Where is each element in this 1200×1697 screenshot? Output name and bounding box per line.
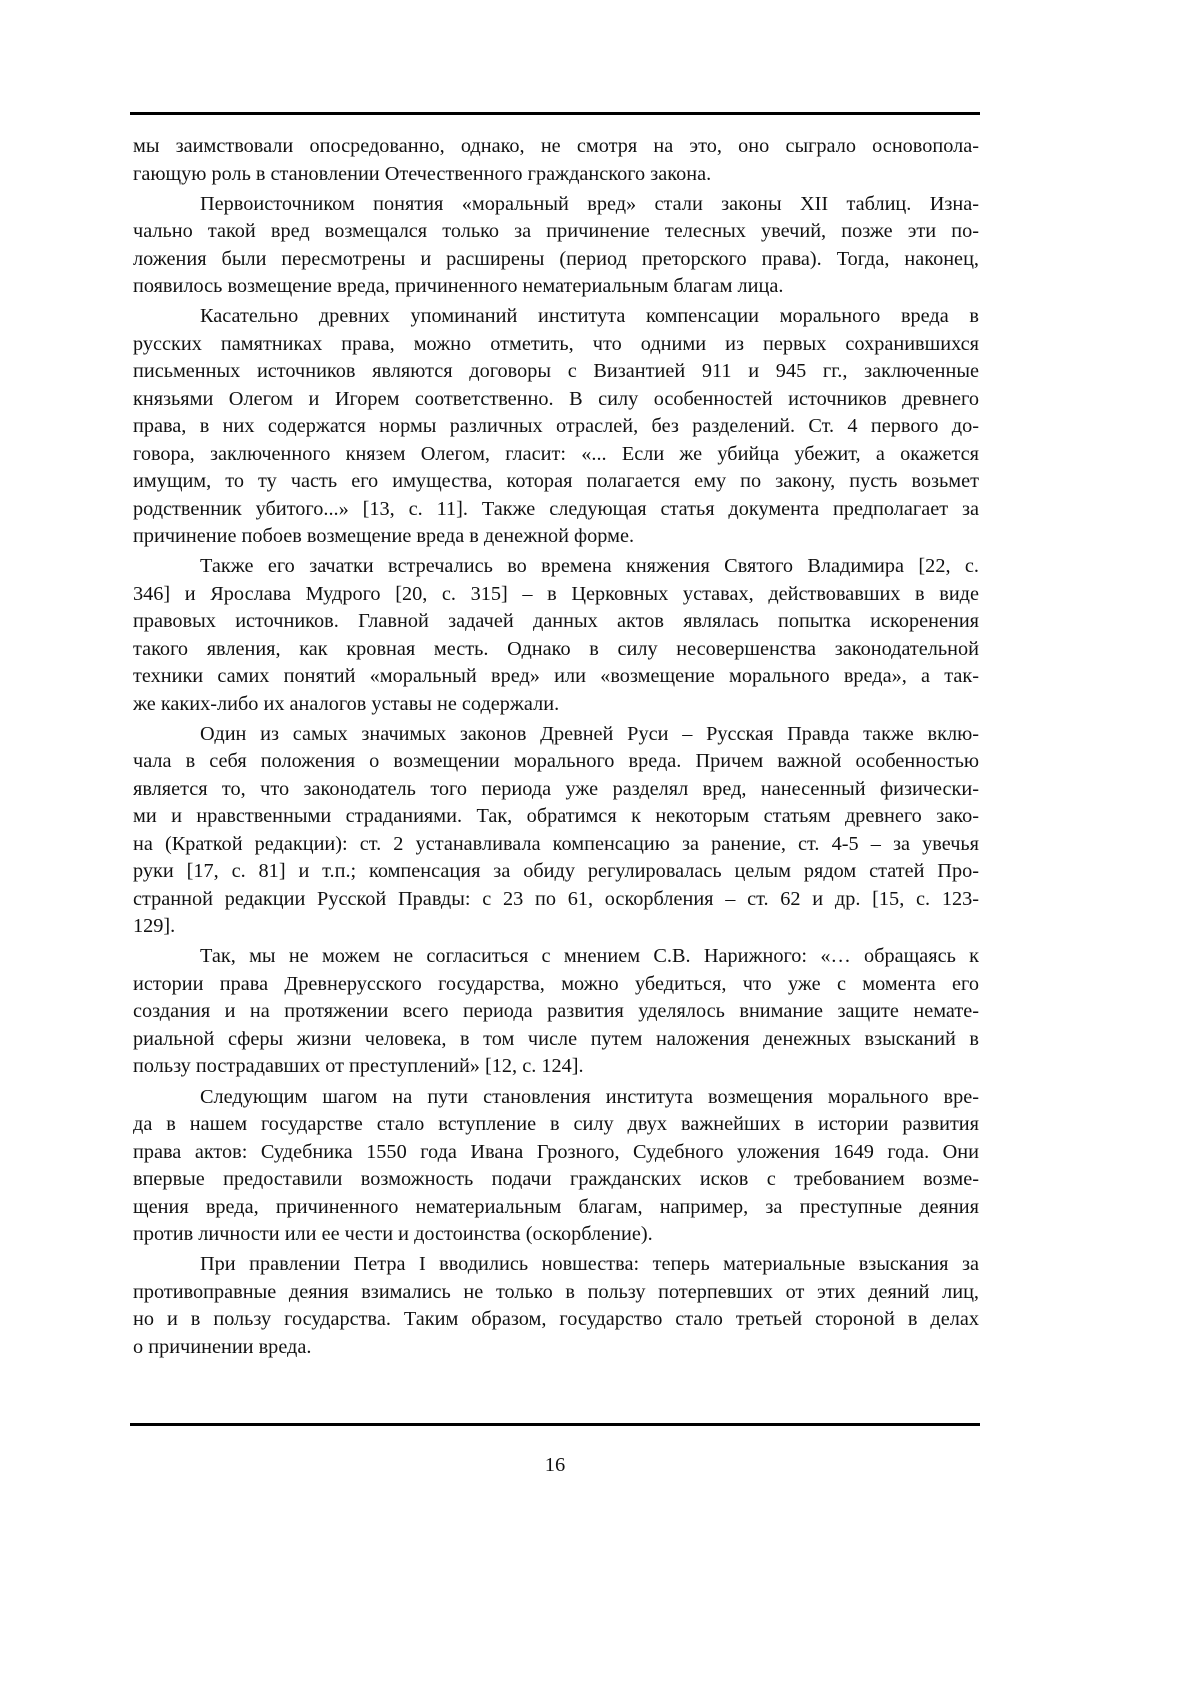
text-line: говора, заключенного князем Олегом, гласит: «... Если же убийца убежит, а окажется (133, 441, 979, 469)
text-line: является то, что законодатель того периода уже разделял вред, нанесенный физически- (133, 776, 979, 804)
text-line: Так, мы не можем не согласиться с мнением С.В. Нарижного: «… обращаясь к (133, 943, 979, 971)
text-line: 346] и Ярослава Мудрого [20, с. 315] – в Церковных уставах, действовавших в виде (133, 581, 979, 609)
text-line: против личности или ее чести и достоинства (оскорбление). (133, 1221, 979, 1249)
text-line: князьями Олегом и Игорем соответственно. В силу особенностей источников древнего (133, 386, 979, 414)
text-line: права, в них содержатся нормы различных отраслей, без разделений. Ст. 4 первого до- (133, 413, 979, 441)
footer-rule (130, 1423, 980, 1426)
paragraph (133, 943, 979, 1081)
text-line: 129]. (133, 913, 979, 941)
paragraph (133, 1251, 979, 1361)
text-line: но и в пользу государства. Таким образом, государство стало третьей стороной в делах (133, 1306, 979, 1334)
text-line: имущим, то ту часть его имущества, которая полагается ему по закону, пусть возьмет (133, 468, 979, 496)
text-line: противоправные деяния взимались не только в пользу потерпевших от этих деяний лиц, (133, 1279, 979, 1307)
paragraph (133, 303, 979, 551)
page-body (133, 133, 979, 1364)
text-line: При правлении Петра I вводились новшества: теперь материальные взыскания за (133, 1251, 979, 1279)
text-line: причинение побоев возмещение вреда в денежной форме. (133, 523, 979, 551)
text-line: Следующим шагом на пути становления института возмещения морального вре- (133, 1084, 979, 1112)
text-line: Первоисточником понятия «моральный вред» стали законы XII таблиц. Изна- (133, 191, 979, 219)
paragraph (133, 721, 979, 941)
text-line: чально такой вред возмещался только за причинение телесных увечий, позже эти по- (133, 218, 979, 246)
text-line: мы заимствовали опосредованно, однако, не смотря на это, оно сыграло основопола- (133, 133, 979, 161)
text-line: же каких-либо их аналогов уставы не содержали. (133, 691, 979, 719)
text-line: ми и нравственными страданиями. Так, обратимся к некоторым статьям древнего зако- (133, 803, 979, 831)
text-line: щения вреда, причиненного нематериальным благам, например, за преступные деяния (133, 1194, 979, 1222)
text-line: впервые предоставили возможность подачи гражданских исков с требованием возме- (133, 1166, 979, 1194)
text-line: чала в себя положения о возмещении морального вреда. Причем важной особенностью (133, 748, 979, 776)
text-line: о причинении вреда. (133, 1334, 979, 1362)
page-number: 16 (0, 1454, 1110, 1477)
text-line: риальной сферы жизни человека, в том числе путем наложения денежных взысканий в (133, 1026, 979, 1054)
text-line: Также его зачатки встречались во времена княжения Святого Владимира [22, с. (133, 553, 979, 581)
text-line: техники самих понятий «моральный вред» или «возмещение морального вреда», а так- (133, 663, 979, 691)
text-line: права актов: Судебника 1550 года Ивана Грозного, Судебного уложения 1649 года. Они (133, 1139, 979, 1167)
text-line: странной редакции Русской Правды: с 23 по 61, оскорбления – ст. 62 и др. [15, с. 123- (133, 886, 979, 914)
text-line: ложения были пересмотрены и расширены (период преторского права). Тогда, наконец, (133, 246, 979, 274)
text-line: Один из самых значимых законов Древней Руси – Русская Правда также вклю- (133, 721, 979, 749)
text-line: такого явления, как кровная месть. Однако в силу несовершенства законодательной (133, 636, 979, 664)
paragraph (133, 553, 979, 718)
text-line: истории права Древнерусского государства, можно убедиться, что уже с момента его (133, 971, 979, 999)
text-line: правовых источников. Главной задачей данных актов являлась попытка искоренения (133, 608, 979, 636)
paragraph (133, 191, 979, 301)
text-line: создания и на протяжении всего периода развития уделялось внимание защите немате- (133, 998, 979, 1026)
text-line: появилось возмещение вреда, причиненного нематериальным благам лица. (133, 273, 979, 301)
text-line: Касательно древних упоминаний института компенсации морального вреда в (133, 303, 979, 331)
header-rule (130, 112, 980, 115)
text-line: да в нашем государстве стало вступление в силу двух важнейших в истории развития (133, 1111, 979, 1139)
paragraph (133, 133, 979, 188)
text-line: письменных источников являются договоры с Византией 911 и 945 гг., заключенные (133, 358, 979, 386)
paragraph (133, 1084, 979, 1249)
text-line: на (Краткой редакции): ст. 2 устанавливала компенсацию за ранение, ст. 4-5 – за увечья (133, 831, 979, 859)
text-line: родственник убитого...» [13, с. 11]. Также следующая статья документа предполагает за (133, 496, 979, 524)
text-line: гающую роль в становлении Отечественного гражданского закона. (133, 161, 979, 189)
text-line: русских памятниках права, можно отметить, что одними из первых сохранившихся (133, 331, 979, 359)
text-line: пользу пострадавших от преступлений» [12, с. 124]. (133, 1053, 979, 1081)
text-line: руки [17, с. 81] и т.п.; компенсация за обиду регулировалась целым рядом статей Про- (133, 858, 979, 886)
